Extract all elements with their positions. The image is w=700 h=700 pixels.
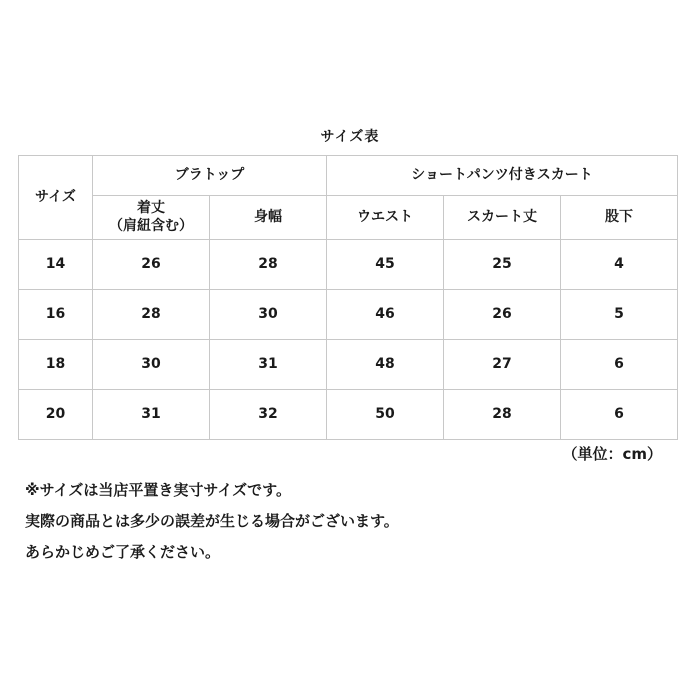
inseam-cell: 4 [561,240,678,290]
length-header-line1: 着丈 [137,200,165,216]
size-cell: 18 [19,340,93,390]
width-column-header: 身幅 [210,196,327,240]
length-cell: 30 [93,340,210,390]
table-column-header-row [19,196,678,240]
skirt-length-cell: 28 [444,390,561,440]
table-group-header-row [19,156,678,196]
length-cell: 26 [93,240,210,290]
waist-cell: 46 [327,290,444,340]
note-line: ※サイズは当店平置き実寸サイズです。 [25,481,291,499]
skirt-length-column-header: スカート丈 [444,196,561,240]
size-column-header: サイズ [19,156,93,240]
note-line: 実際の商品とは多少の誤差が生じる場合がございます。 [25,512,399,530]
inseam-cell: 6 [561,340,678,390]
waist-cell: 50 [327,390,444,440]
inseam-column-header: 股下 [561,196,678,240]
width-cell: 32 [210,390,327,440]
length-column-header [93,196,210,240]
waist-cell: 45 [327,240,444,290]
inseam-cell: 6 [561,390,678,440]
skirt-length-cell: 26 [444,290,561,340]
unit-label: （単位：cm） [562,445,662,463]
table-row [19,290,678,340]
size-cell: 20 [19,390,93,440]
skirt-group-header: ショートパンツ付きスカート [327,156,678,196]
width-cell: 30 [210,290,327,340]
table-row [19,390,678,440]
skirt-length-cell: 27 [444,340,561,390]
bratop-group-header: ブラトップ [93,156,327,196]
length-cell: 28 [93,290,210,340]
size-chart-title: サイズ表 [320,129,380,145]
table-row [19,240,678,290]
size-cell: 14 [19,240,93,290]
length-cell: 31 [93,390,210,440]
width-cell: 31 [210,340,327,390]
skirt-length-cell: 25 [444,240,561,290]
inseam-cell: 5 [561,290,678,340]
note-line: あらかじめご了承ください。 [25,543,221,561]
waist-cell: 48 [327,340,444,390]
size-cell: 16 [19,290,93,340]
waist-column-header: ウエスト [327,196,444,240]
notes [25,475,399,568]
size-table [18,155,678,440]
width-cell: 28 [210,240,327,290]
length-header-line2: （肩紐含む） [109,217,193,234]
table-row [19,340,678,390]
